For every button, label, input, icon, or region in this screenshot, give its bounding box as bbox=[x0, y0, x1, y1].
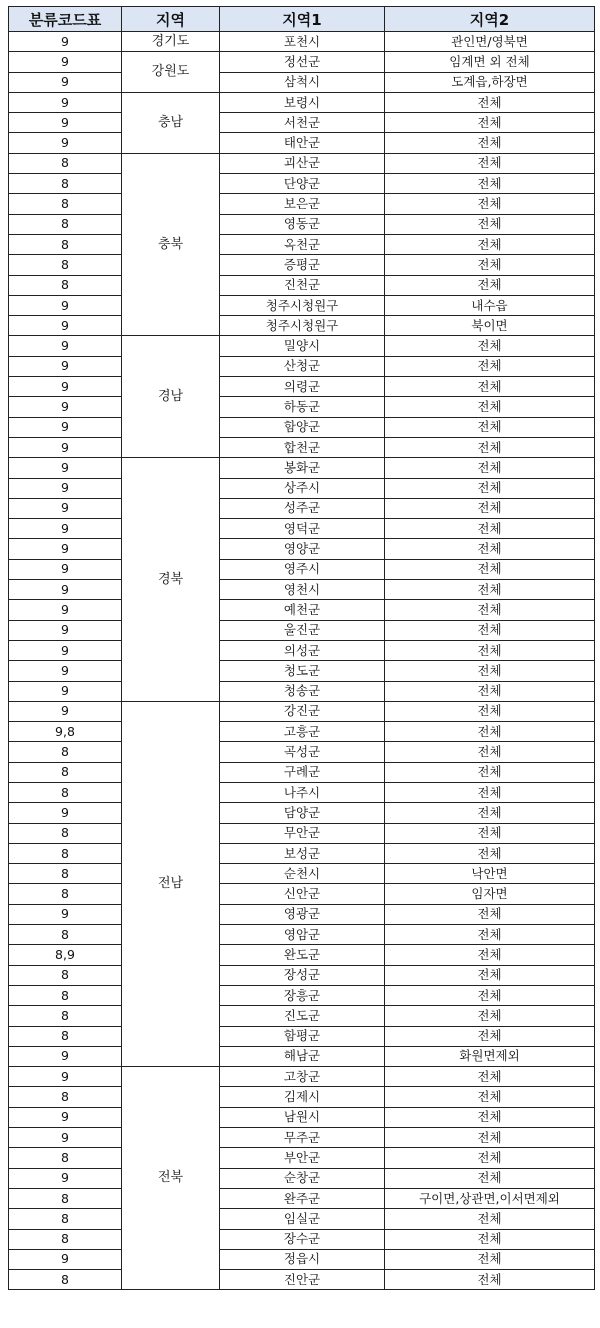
region-code-table bbox=[8, 6, 595, 1290]
region1-cell: 청주시청원구 bbox=[220, 316, 385, 336]
region1-cell: 옥천군 bbox=[220, 234, 385, 254]
code-cell: 9 bbox=[9, 1107, 122, 1127]
region-cell: 전북 bbox=[122, 1067, 220, 1290]
code-cell: 9 bbox=[9, 133, 122, 153]
region2-cell: 전체 bbox=[385, 539, 595, 559]
region2-cell: 낙안면 bbox=[385, 864, 595, 884]
table-row bbox=[9, 904, 595, 924]
code-cell: 8,9 bbox=[9, 945, 122, 965]
region1-cell: 태안군 bbox=[220, 133, 385, 153]
code-cell: 9 bbox=[9, 661, 122, 681]
region-cell: 경북 bbox=[122, 458, 220, 702]
region2-cell: 전체 bbox=[385, 580, 595, 600]
table-row bbox=[9, 620, 595, 640]
table-row bbox=[9, 336, 595, 356]
region1-cell: 함양군 bbox=[220, 417, 385, 437]
code-cell: 9 bbox=[9, 295, 122, 315]
code-cell: 9 bbox=[9, 397, 122, 417]
region2-cell: 전체 bbox=[385, 620, 595, 640]
table-row bbox=[9, 1188, 595, 1208]
table-row bbox=[9, 1270, 595, 1290]
region2-cell: 전체 bbox=[385, 1067, 595, 1087]
region1-cell: 진천군 bbox=[220, 275, 385, 295]
table-row bbox=[9, 458, 595, 478]
table-row bbox=[9, 316, 595, 336]
table-row bbox=[9, 803, 595, 823]
region1-cell: 영천시 bbox=[220, 580, 385, 600]
region1-cell: 순창군 bbox=[220, 1168, 385, 1188]
region2-cell: 전체 bbox=[385, 194, 595, 214]
table-row bbox=[9, 133, 595, 153]
code-cell: 8 bbox=[9, 153, 122, 173]
region1-cell: 보령시 bbox=[220, 92, 385, 112]
region2-cell: 전체 bbox=[385, 1249, 595, 1269]
region2-cell: 전체 bbox=[385, 1148, 595, 1168]
table-row bbox=[9, 864, 595, 884]
region2-cell: 전체 bbox=[385, 336, 595, 356]
code-cell: 9 bbox=[9, 113, 122, 133]
region1-cell: 구례군 bbox=[220, 762, 385, 782]
region1-cell: 보은군 bbox=[220, 194, 385, 214]
region1-cell: 장수군 bbox=[220, 1229, 385, 1249]
region2-cell: 전체 bbox=[385, 823, 595, 843]
code-cell: 9 bbox=[9, 498, 122, 518]
table-row bbox=[9, 72, 595, 92]
region2-cell: 전체 bbox=[385, 92, 595, 112]
region2-cell: 전체 bbox=[385, 234, 595, 254]
table-row bbox=[9, 1067, 595, 1087]
region1-cell: 청도군 bbox=[220, 661, 385, 681]
code-cell: 9 bbox=[9, 458, 122, 478]
region2-cell: 전체 bbox=[385, 1006, 595, 1026]
region2-cell: 전체 bbox=[385, 458, 595, 478]
table-row bbox=[9, 661, 595, 681]
region2-cell: 전체 bbox=[385, 519, 595, 539]
region1-cell: 밀양시 bbox=[220, 336, 385, 356]
region1-cell: 고창군 bbox=[220, 1067, 385, 1087]
table-row bbox=[9, 742, 595, 762]
table-row bbox=[9, 782, 595, 802]
table-row bbox=[9, 1128, 595, 1148]
table-row bbox=[9, 559, 595, 579]
region1-cell: 남원시 bbox=[220, 1107, 385, 1127]
code-cell: 8 bbox=[9, 884, 122, 904]
region2-cell: 전체 bbox=[385, 1087, 595, 1107]
header-region2: 지역2 bbox=[385, 7, 595, 32]
code-cell: 8 bbox=[9, 234, 122, 254]
table-row bbox=[9, 1107, 595, 1127]
region2-cell: 전체 bbox=[385, 356, 595, 376]
code-cell: 8 bbox=[9, 782, 122, 802]
region1-cell: 봉화군 bbox=[220, 458, 385, 478]
region2-cell: 전체 bbox=[385, 133, 595, 153]
region1-cell: 의성군 bbox=[220, 640, 385, 660]
code-cell: 8 bbox=[9, 742, 122, 762]
region2-cell: 전체 bbox=[385, 1026, 595, 1046]
region2-cell: 도계읍,하장면 bbox=[385, 72, 595, 92]
region1-cell: 함평군 bbox=[220, 1026, 385, 1046]
table-row bbox=[9, 701, 595, 721]
region2-cell: 전체 bbox=[385, 1107, 595, 1127]
region2-cell: 전체 bbox=[385, 214, 595, 234]
region-cell: 경기도 bbox=[122, 32, 220, 52]
code-cell: 9 bbox=[9, 1168, 122, 1188]
region2-cell: 전체 bbox=[385, 1168, 595, 1188]
table-row bbox=[9, 1087, 595, 1107]
region1-cell: 서천군 bbox=[220, 113, 385, 133]
table-row bbox=[9, 377, 595, 397]
region-cell: 강원도 bbox=[122, 52, 220, 93]
region1-cell: 완주군 bbox=[220, 1188, 385, 1208]
table-row bbox=[9, 1148, 595, 1168]
region2-cell: 전체 bbox=[385, 113, 595, 133]
table-row bbox=[9, 762, 595, 782]
region1-cell: 청주시청원구 bbox=[220, 295, 385, 315]
code-cell: 9 bbox=[9, 580, 122, 600]
code-cell: 9 bbox=[9, 437, 122, 457]
region2-cell: 구이면,상관면,이서면제외 bbox=[385, 1188, 595, 1208]
table-row bbox=[9, 1168, 595, 1188]
code-cell: 8 bbox=[9, 214, 122, 234]
region2-cell: 북이면 bbox=[385, 316, 595, 336]
region2-cell: 전체 bbox=[385, 1229, 595, 1249]
code-cell: 8 bbox=[9, 1270, 122, 1290]
code-cell: 8 bbox=[9, 985, 122, 1005]
region2-cell: 전체 bbox=[385, 1128, 595, 1148]
table-row bbox=[9, 417, 595, 437]
region1-cell: 해남군 bbox=[220, 1046, 385, 1066]
region2-cell: 임계면 외 전체 bbox=[385, 52, 595, 72]
region2-cell: 전체 bbox=[385, 904, 595, 924]
code-cell: 9 bbox=[9, 701, 122, 721]
region2-cell: 전체 bbox=[385, 843, 595, 863]
region1-cell: 보성군 bbox=[220, 843, 385, 863]
code-cell: 8 bbox=[9, 1087, 122, 1107]
table-row bbox=[9, 478, 595, 498]
region2-cell: 전체 bbox=[385, 417, 595, 437]
region1-cell: 영암군 bbox=[220, 925, 385, 945]
region2-cell: 전체 bbox=[385, 985, 595, 1005]
region1-cell: 진안군 bbox=[220, 1270, 385, 1290]
code-cell: 9 bbox=[9, 417, 122, 437]
region1-cell: 순천시 bbox=[220, 864, 385, 884]
table-row bbox=[9, 925, 595, 945]
code-cell: 8 bbox=[9, 762, 122, 782]
region1-cell: 영동군 bbox=[220, 214, 385, 234]
region2-cell: 전체 bbox=[385, 945, 595, 965]
region1-cell: 나주시 bbox=[220, 782, 385, 802]
region2-cell: 전체 bbox=[385, 782, 595, 802]
region1-cell: 고흥군 bbox=[220, 722, 385, 742]
table-row bbox=[9, 1209, 595, 1229]
region1-cell: 영양군 bbox=[220, 539, 385, 559]
code-cell: 8 bbox=[9, 1148, 122, 1168]
table-row bbox=[9, 52, 595, 72]
table-row bbox=[9, 174, 595, 194]
table-row bbox=[9, 194, 595, 214]
code-cell: 9 bbox=[9, 904, 122, 924]
header-row bbox=[9, 7, 595, 32]
table-row bbox=[9, 965, 595, 985]
region1-cell: 합천군 bbox=[220, 437, 385, 457]
code-cell: 9 bbox=[9, 600, 122, 620]
header-region: 지역 bbox=[122, 7, 220, 32]
code-cell: 8 bbox=[9, 1229, 122, 1249]
region2-cell: 전체 bbox=[385, 275, 595, 295]
table-row bbox=[9, 234, 595, 254]
region1-cell: 상주시 bbox=[220, 478, 385, 498]
region1-cell: 하동군 bbox=[220, 397, 385, 417]
table-body bbox=[9, 32, 595, 1290]
region2-cell: 전체 bbox=[385, 701, 595, 721]
table-row bbox=[9, 356, 595, 376]
code-cell: 9 bbox=[9, 1249, 122, 1269]
region2-cell: 전체 bbox=[385, 478, 595, 498]
region1-cell: 성주군 bbox=[220, 498, 385, 518]
code-cell: 9 bbox=[9, 32, 122, 52]
region1-cell: 신안군 bbox=[220, 884, 385, 904]
region2-cell: 전체 bbox=[385, 377, 595, 397]
region1-cell: 영덕군 bbox=[220, 519, 385, 539]
region2-cell: 전체 bbox=[385, 661, 595, 681]
region1-cell: 부안군 bbox=[220, 1148, 385, 1168]
code-cell: 9 bbox=[9, 377, 122, 397]
code-cell: 9 bbox=[9, 640, 122, 660]
region1-cell: 울진군 bbox=[220, 620, 385, 640]
code-cell: 9 bbox=[9, 559, 122, 579]
header-code: 분류코드표 bbox=[9, 7, 122, 32]
region-cell: 충북 bbox=[122, 153, 220, 336]
table-row bbox=[9, 1006, 595, 1026]
code-cell: 8 bbox=[9, 1188, 122, 1208]
region1-cell: 정선군 bbox=[220, 52, 385, 72]
region1-cell: 의령군 bbox=[220, 377, 385, 397]
table-row bbox=[9, 1026, 595, 1046]
table-row bbox=[9, 1229, 595, 1249]
table-row bbox=[9, 539, 595, 559]
region2-cell: 전체 bbox=[385, 640, 595, 660]
region1-cell: 영광군 bbox=[220, 904, 385, 924]
region1-cell: 무안군 bbox=[220, 823, 385, 843]
table-row bbox=[9, 498, 595, 518]
code-cell: 9 bbox=[9, 803, 122, 823]
region2-cell: 전체 bbox=[385, 255, 595, 275]
table-row bbox=[9, 397, 595, 417]
code-cell: 9 bbox=[9, 92, 122, 112]
region1-cell: 영주시 bbox=[220, 559, 385, 579]
region2-cell: 전체 bbox=[385, 925, 595, 945]
table-row bbox=[9, 214, 595, 234]
region1-cell: 곡성군 bbox=[220, 742, 385, 762]
table-row bbox=[9, 255, 595, 275]
region1-cell: 삼척시 bbox=[220, 72, 385, 92]
table-row bbox=[9, 113, 595, 133]
region2-cell: 전체 bbox=[385, 559, 595, 579]
code-cell: 8 bbox=[9, 965, 122, 985]
table-row bbox=[9, 600, 595, 620]
region2-cell: 전체 bbox=[385, 437, 595, 457]
code-cell: 8 bbox=[9, 843, 122, 863]
table-row bbox=[9, 681, 595, 701]
table-row bbox=[9, 32, 595, 52]
code-cell: 8 bbox=[9, 275, 122, 295]
code-cell: 9 bbox=[9, 681, 122, 701]
region-cell: 경남 bbox=[122, 336, 220, 458]
code-cell: 9 bbox=[9, 620, 122, 640]
region1-cell: 담양군 bbox=[220, 803, 385, 823]
code-cell: 9 bbox=[9, 1046, 122, 1066]
region1-cell: 단양군 bbox=[220, 174, 385, 194]
region1-cell: 진도군 bbox=[220, 1006, 385, 1026]
table-row bbox=[9, 519, 595, 539]
code-cell: 8 bbox=[9, 1026, 122, 1046]
region1-cell: 포천시 bbox=[220, 32, 385, 52]
region2-cell: 전체 bbox=[385, 681, 595, 701]
code-cell: 8 bbox=[9, 925, 122, 945]
code-cell: 8 bbox=[9, 194, 122, 214]
region1-cell: 강진군 bbox=[220, 701, 385, 721]
code-cell: 9 bbox=[9, 72, 122, 92]
code-cell: 9 bbox=[9, 52, 122, 72]
region2-cell: 전체 bbox=[385, 1270, 595, 1290]
table-row bbox=[9, 843, 595, 863]
table-row bbox=[9, 884, 595, 904]
code-cell: 9 bbox=[9, 1128, 122, 1148]
region2-cell: 전체 bbox=[385, 722, 595, 742]
code-cell: 8 bbox=[9, 1209, 122, 1229]
region2-cell: 내수읍 bbox=[385, 295, 595, 315]
region2-cell: 전체 bbox=[385, 397, 595, 417]
region1-cell: 정읍시 bbox=[220, 1249, 385, 1269]
region2-cell: 전체 bbox=[385, 498, 595, 518]
code-cell: 9 bbox=[9, 539, 122, 559]
code-cell: 8 bbox=[9, 1006, 122, 1026]
region-cell: 충남 bbox=[122, 92, 220, 153]
table-row bbox=[9, 295, 595, 315]
table-row bbox=[9, 1249, 595, 1269]
region1-cell: 장흥군 bbox=[220, 985, 385, 1005]
table-row bbox=[9, 153, 595, 173]
table-row bbox=[9, 945, 595, 965]
code-cell: 8 bbox=[9, 823, 122, 843]
region2-cell: 전체 bbox=[385, 600, 595, 620]
region1-cell: 장성군 bbox=[220, 965, 385, 985]
region1-cell: 무주군 bbox=[220, 1128, 385, 1148]
code-cell: 9 bbox=[9, 1067, 122, 1087]
code-cell: 9 bbox=[9, 519, 122, 539]
region2-cell: 전체 bbox=[385, 174, 595, 194]
region1-cell: 괴산군 bbox=[220, 153, 385, 173]
region2-cell: 전체 bbox=[385, 1209, 595, 1229]
table-row bbox=[9, 640, 595, 660]
code-cell: 8 bbox=[9, 255, 122, 275]
table-row bbox=[9, 580, 595, 600]
table-row bbox=[9, 722, 595, 742]
table-row bbox=[9, 92, 595, 112]
region2-cell: 관인면/영북면 bbox=[385, 32, 595, 52]
region1-cell: 청송군 bbox=[220, 681, 385, 701]
region2-cell: 전체 bbox=[385, 803, 595, 823]
code-cell: 9 bbox=[9, 356, 122, 376]
region1-cell: 임실군 bbox=[220, 1209, 385, 1229]
code-cell: 9 bbox=[9, 316, 122, 336]
table-row bbox=[9, 437, 595, 457]
code-cell: 8 bbox=[9, 174, 122, 194]
region1-cell: 김제시 bbox=[220, 1087, 385, 1107]
region2-cell: 전체 bbox=[385, 742, 595, 762]
code-cell: 9 bbox=[9, 478, 122, 498]
region2-cell: 임자면 bbox=[385, 884, 595, 904]
region2-cell: 전체 bbox=[385, 153, 595, 173]
region1-cell: 산청군 bbox=[220, 356, 385, 376]
table-row bbox=[9, 985, 595, 1005]
header-region1: 지역1 bbox=[220, 7, 385, 32]
code-cell: 8 bbox=[9, 864, 122, 884]
region1-cell: 예천군 bbox=[220, 600, 385, 620]
region2-cell: 전체 bbox=[385, 965, 595, 985]
table-row bbox=[9, 1046, 595, 1066]
code-cell: 9 bbox=[9, 336, 122, 356]
region1-cell: 증평군 bbox=[220, 255, 385, 275]
table-row bbox=[9, 275, 595, 295]
region2-cell: 전체 bbox=[385, 762, 595, 782]
region2-cell: 화원면제외 bbox=[385, 1046, 595, 1066]
region1-cell: 완도군 bbox=[220, 945, 385, 965]
table-row bbox=[9, 823, 595, 843]
code-cell: 9,8 bbox=[9, 722, 122, 742]
region-cell: 전남 bbox=[122, 701, 220, 1066]
